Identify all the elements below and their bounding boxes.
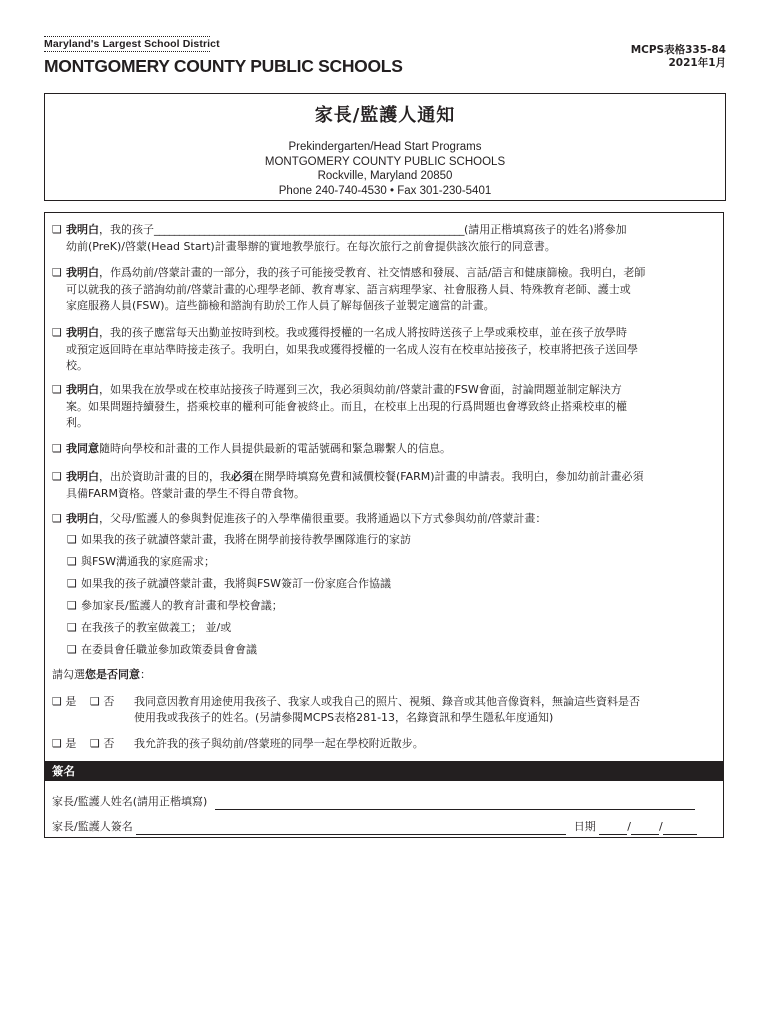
checkbox[interactable]: ❑ [90,695,100,708]
date-year-field[interactable] [663,822,697,835]
participation-option: ❑ 如果我的孩子就讀啓蒙計畫，我將在開學前接待教學團隊進行的家訪 [67,533,411,546]
agreement-contact-info: ❑ 我同意隨時向學校和計畫的工作人員提供最新的電話號碼和緊急聯繫人的信息。 [52,441,715,458]
agreement-box [44,212,724,838]
school-name: MONTGOMERY COUNTY PUBLIC SCHOOLS [44,56,403,76]
parent-name-field[interactable] [215,797,695,810]
consent-yes-option[interactable]: ❑ 是 [52,737,77,750]
parent-name-label: 家長/監護人姓名(請用正楷填寫) [52,795,208,808]
program-address [45,140,725,198]
agreement-participation: ❑ 我明白，父母/監護人的參與對促進孩子的入學準備很重要。我將通過以下方式參與幼前/啓蒙計畫： [52,511,715,528]
checkbox[interactable]: ❑ [52,266,62,279]
checkbox[interactable]: ❑ [67,577,77,590]
checkbox[interactable]: ❑ [67,621,77,634]
checkbox[interactable]: ❑ [52,737,62,750]
parent-signature-label: 家長/監護人簽名 [52,820,133,833]
signature-row: 家長/監護人簽名 日期 / / [52,819,715,835]
checkbox[interactable]: ❑ [67,555,77,568]
consent-yes-option[interactable]: ❑ 是 [52,695,77,708]
agreement-late-pickup: ❑ 我明白，如果我在放學或在校車站接孩子時遲到三次，我必須與幼前/啓蒙計畫的FSW會面，討論問題並制定解決方 案。如果問題持續發生，搭乘校車的權利可能會被終止。而且，在校車上出現的行爲問題也會導致終止搭乘校車的權 利。 [52,383,627,429]
address-line: Prekindergarten/Head Start Programs [288,141,482,153]
checkbox[interactable]: ❑ [90,737,100,750]
agreement-attendance: ❑ 我明白，我的孩子應當每天出勤並按時到校。我或獲得授權的一名成人將按時送孩子上學或乘校車，並在孩子放學時 或預定返回時在車站準時接走孩子。我明白，如果我或獲得授權的一名成人沒有在校車站接孩子，校車將把孩子送回學 校。 [52,326,638,372]
form-number: MCPS表格335-84 [630,44,726,56]
agreement-screenings: ❑ 我明白，作爲幼前/啓蒙計畫的一部分，我的孩子可能接受教育、社交情感和發展、言話/語言和健康篩檢。我明白，老師 可以就我的孩子諮詢幼前/啓蒙計畫的心理學老師、教育專家、語言病理學家、社會服務人員、特殊教育老師、護士或 家庭服務人員(FSW)。這些篩檢和諮詢有助於工作人員了解每個孩子並製定適當的計畫。 [52,266,646,312]
district-tagline: Maryland's Largest School District [44,38,220,50]
participation-option: ❑ 在我孩子的教室做義工； 並/或 [67,621,232,634]
consent-media: ❑ 是 ❑ 否 我同意因教育用途使用我孩子、我家人或我自己的照片、視頻、錄音或其他音像資料，無論這些資料是否 使用我或我孩子的姓名。(另請參閱MCPS表格281-13，名錄資訊和學生隱私年度通知) [52,695,640,724]
parent-name-row [52,794,715,810]
checkbox[interactable]: ❑ [52,470,62,483]
consent-no-option[interactable]: ❑ 否 [90,737,115,750]
checkbox[interactable]: ❑ [52,383,62,396]
participation-option: ❑ 如果我的孩子就讀啓蒙計畫，我將與FSW簽訂一份家庭合作協議 [67,577,391,590]
form-info [631,44,726,70]
address-line: MONTGOMERY COUNTY PUBLIC SCHOOLS [264,155,506,168]
consent-no-option[interactable]: ❑ 否 [90,695,115,708]
participation-option: ❑ 參加家長/監護人的教育計畫和學校會議； [67,599,283,612]
checkbox[interactable]: ❑ [67,533,77,546]
consent-prompt: 請勾選您是否同意： [52,668,151,681]
date-month-field[interactable] [599,822,627,835]
checkbox[interactable]: ❑ [67,643,77,656]
checkbox[interactable]: ❑ [67,599,77,612]
checkbox[interactable]: ❑ [52,512,62,525]
title-box [44,93,726,201]
address-line: Rockville, Maryland 20850 [317,170,453,182]
dotted-rule [44,36,210,37]
child-name-field[interactable]: ______________________________________________________________ [154,223,464,236]
parent-signature-field[interactable] [136,822,566,835]
checkbox[interactable]: ❑ [52,326,62,339]
date-label: 日期 [573,820,596,833]
agreement-field-trips: ❑ 我明白，我的孩子______________________________________________________________(請用正楷填寫孩子的姓名)將參加 幼前(PreK)/啓蒙(Head Start)計畫舉辦的實地教學旅行。在每次旅行之前會提供該次旅行的同意書。 [52,223,627,253]
participation-option: ❑ 與FSW溝通我的家庭需求； [67,555,215,568]
consent-walks: ❑ 是 ❑ 否 我允許我的孩子與幼前/啓蒙班的同學一起在學校附近散步。 [52,737,424,750]
signature-section-header: 簽名 [45,761,723,781]
page-title: 家長/監護人通知 [314,105,456,126]
dotted-rule [44,51,210,52]
address-line: Phone 240-740-4530 • Fax 301-230-5401 [278,184,492,197]
checkbox[interactable]: ❑ [52,223,62,236]
agreement-farm: ❑ 我明白，出於資助計畫的目的，我必須在開學時填寫免費和減價校餐(FARM)計畫的申請表。我明白，參加幼前計畫必須 具備FARM資格。啓蒙計畫的學生不得自帶食物。 [52,470,644,500]
date-day-field[interactable] [631,822,659,835]
checkbox[interactable]: ❑ [52,695,62,708]
page-header [44,36,726,80]
form-date: 2021年1月 [668,57,726,69]
participation-option: ❑ 在委員會任職並參加政策委員會會議 [67,643,257,656]
checkbox[interactable]: ❑ [52,442,62,455]
